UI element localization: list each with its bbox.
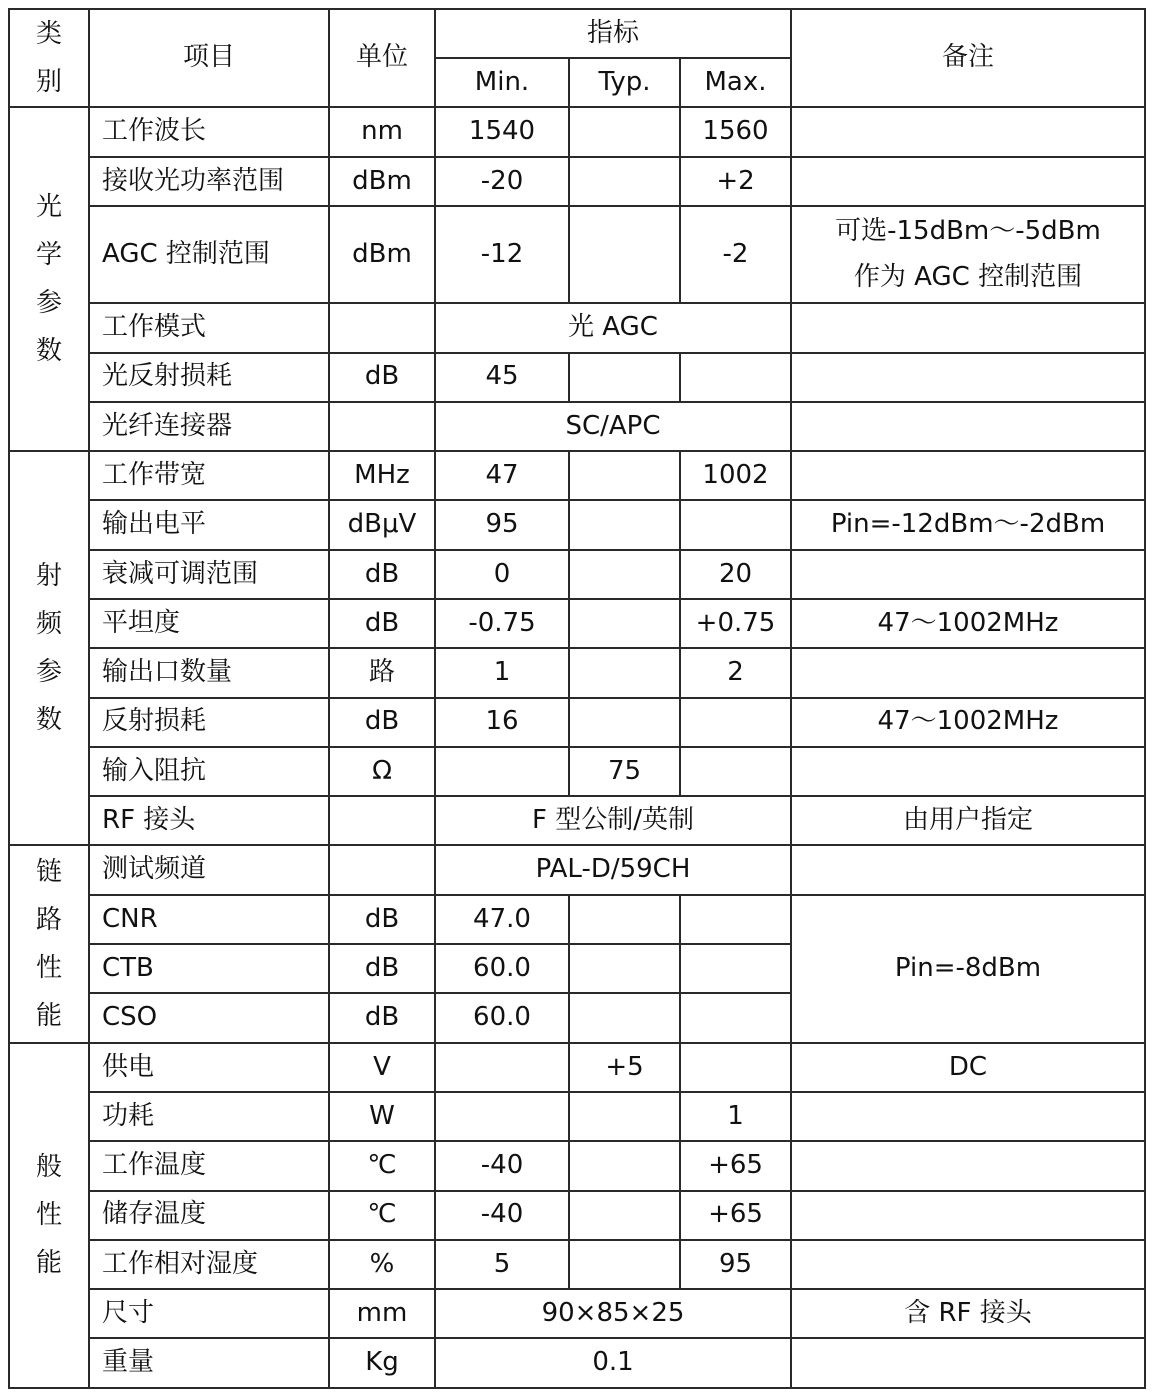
- category-char: 数: [35, 705, 62, 736]
- remark-line: 作为 AGC 控制范围: [853, 261, 1083, 292]
- unit-cell: ℃: [329, 1141, 435, 1190]
- typ-cell: [569, 500, 680, 549]
- typ-cell: [569, 1191, 680, 1240]
- max-cell: 1: [680, 1092, 791, 1141]
- table-row: [9, 303, 1145, 352]
- header-remark: 备注: [791, 9, 1145, 107]
- remark-cell: [791, 550, 1145, 599]
- item-cell: CSO: [89, 993, 329, 1042]
- unit-cell: dB: [329, 599, 435, 648]
- unit-cell: dBμV: [329, 500, 435, 549]
- table-row: [9, 500, 1145, 549]
- typ-cell: [569, 993, 680, 1042]
- table-row: [9, 402, 1145, 451]
- min-cell: 95: [435, 500, 569, 549]
- category-char: 路: [35, 904, 62, 935]
- max-cell: 1560: [680, 107, 791, 156]
- max-cell: +65: [680, 1191, 791, 1240]
- table-row: [9, 698, 1145, 747]
- category-char: 频: [35, 609, 62, 640]
- unit-cell: [329, 845, 435, 894]
- item-cell: 光反射损耗: [89, 353, 329, 402]
- min-cell: -40: [435, 1141, 569, 1190]
- min-cell: -12: [435, 206, 569, 303]
- item-cell: 工作波长: [89, 107, 329, 156]
- typ-cell: [569, 107, 680, 156]
- typ-cell: [569, 1240, 680, 1289]
- item-cell: 工作温度: [89, 1141, 329, 1190]
- unit-cell: 路: [329, 648, 435, 697]
- max-cell: +0.75: [680, 599, 791, 648]
- item-cell: 反射损耗: [89, 698, 329, 747]
- typ-cell: [569, 599, 680, 648]
- table-row: [9, 1141, 1145, 1190]
- unit-cell: Kg: [329, 1338, 435, 1388]
- typ-cell: [569, 1141, 680, 1190]
- max-cell: 2: [680, 648, 791, 697]
- typ-cell: [569, 353, 680, 402]
- remark-cell: [791, 303, 1145, 352]
- typ-cell: 75: [569, 747, 680, 796]
- table-row: [9, 747, 1145, 796]
- remark-cell: 由用户指定: [791, 796, 1145, 845]
- table-row: [9, 1191, 1145, 1240]
- remark-line: 可选-15dBm～-5dBm: [835, 216, 1101, 247]
- max-cell: [680, 1043, 791, 1092]
- min-cell: 1540: [435, 107, 569, 156]
- typ-cell: [569, 157, 680, 206]
- category-cell: [9, 107, 89, 451]
- item-cell: 储存温度: [89, 1191, 329, 1240]
- unit-cell: MHz: [329, 451, 435, 500]
- remark-cell: [791, 747, 1145, 796]
- header-typ: Typ.: [569, 58, 680, 107]
- item-cell: 输出口数量: [89, 648, 329, 697]
- remark-cell: DC: [791, 1043, 1145, 1092]
- unit-cell: [329, 402, 435, 451]
- item-cell: 工作带宽: [89, 451, 329, 500]
- table-row: [9, 1043, 1145, 1092]
- table-row: [9, 648, 1145, 697]
- category-char: 性: [35, 953, 62, 984]
- spec-value-cell: F 型公制/英制: [435, 796, 791, 845]
- item-cell: 衰减可调范围: [89, 550, 329, 599]
- remark-cell: [791, 648, 1145, 697]
- max-cell: [680, 993, 791, 1042]
- remark-cell: [791, 107, 1145, 156]
- max-cell: +65: [680, 1141, 791, 1190]
- table-row: [9, 353, 1145, 402]
- table-row: [9, 1338, 1145, 1388]
- table-row: [9, 1240, 1145, 1289]
- item-cell: 功耗: [89, 1092, 329, 1141]
- header-min: Min.: [435, 58, 569, 107]
- max-cell: 95: [680, 1240, 791, 1289]
- item-cell: 供电: [89, 1043, 329, 1092]
- max-cell: [680, 500, 791, 549]
- max-cell: [680, 895, 791, 944]
- typ-cell: [569, 1092, 680, 1141]
- unit-cell: mm: [329, 1289, 435, 1338]
- unit-cell: dB: [329, 353, 435, 402]
- item-cell: 工作模式: [89, 303, 329, 352]
- unit-cell: Ω: [329, 747, 435, 796]
- min-cell: 16: [435, 698, 569, 747]
- category-char: 射: [35, 561, 62, 592]
- min-cell: [435, 747, 569, 796]
- max-cell: 20: [680, 550, 791, 599]
- min-cell: 5: [435, 1240, 569, 1289]
- header-max: Max.: [680, 58, 791, 107]
- item-cell: 输入阻抗: [89, 747, 329, 796]
- unit-cell: dB: [329, 944, 435, 993]
- category-char: 般: [35, 1152, 62, 1183]
- remark-cell: [791, 451, 1145, 500]
- min-cell: [435, 1092, 569, 1141]
- remark-cell: [791, 402, 1145, 451]
- table-row: [9, 157, 1145, 206]
- unit-cell: dBm: [329, 206, 435, 303]
- item-cell: 测试频道: [89, 845, 329, 894]
- min-cell: -20: [435, 157, 569, 206]
- max-cell: [680, 944, 791, 993]
- remark-cell: 47～1002MHz: [791, 599, 1145, 648]
- table-row: [9, 845, 1145, 894]
- typ-cell: +5: [569, 1043, 680, 1092]
- header-category: 类 别: [9, 9, 89, 107]
- unit-cell: [329, 796, 435, 845]
- remark-cell: [791, 1141, 1145, 1190]
- unit-cell: W: [329, 1092, 435, 1141]
- spec-table: [8, 8, 1146, 1389]
- typ-cell: [569, 895, 680, 944]
- table-row: [9, 796, 1145, 845]
- min-cell: 0: [435, 550, 569, 599]
- remark-cell: [791, 157, 1145, 206]
- remark-cell: [791, 1191, 1145, 1240]
- min-cell: 60.0: [435, 993, 569, 1042]
- category-char: 性: [35, 1200, 62, 1231]
- typ-cell: [569, 648, 680, 697]
- spec-value-cell: PAL-D/59CH: [435, 845, 791, 894]
- table-row: [9, 895, 1145, 944]
- typ-cell: [569, 944, 680, 993]
- spec-value-cell: SC/APC: [435, 402, 791, 451]
- remark-cell: 47～1002MHz: [791, 698, 1145, 747]
- category-cell: [9, 451, 89, 845]
- max-cell: 1002: [680, 451, 791, 500]
- min-cell: 47: [435, 451, 569, 500]
- remark-cell: [791, 206, 1145, 303]
- min-cell: -40: [435, 1191, 569, 1240]
- unit-cell: [329, 303, 435, 352]
- typ-cell: [569, 206, 680, 303]
- item-cell: CTB: [89, 944, 329, 993]
- min-cell: -0.75: [435, 599, 569, 648]
- max-cell: [680, 353, 791, 402]
- header-row: [9, 9, 1145, 58]
- remark-cell: [791, 845, 1145, 894]
- table-row: [9, 206, 1145, 303]
- remark-cell: Pin=-8dBm: [791, 895, 1145, 1043]
- typ-cell: [569, 550, 680, 599]
- item-cell: CNR: [89, 895, 329, 944]
- category-char: 能: [35, 1248, 62, 1279]
- spec-value-cell: 光 AGC: [435, 303, 791, 352]
- remark-cell: [791, 353, 1145, 402]
- item-cell: 平坦度: [89, 599, 329, 648]
- item-cell: 输出电平: [89, 500, 329, 549]
- unit-cell: nm: [329, 107, 435, 156]
- unit-cell: dB: [329, 895, 435, 944]
- remark-cell: [791, 1240, 1145, 1289]
- category-char: 学: [35, 240, 62, 271]
- typ-cell: [569, 698, 680, 747]
- item-cell: 尺寸: [89, 1289, 329, 1338]
- min-cell: 47.0: [435, 895, 569, 944]
- item-cell: 接收光功率范围: [89, 157, 329, 206]
- min-cell: 60.0: [435, 944, 569, 993]
- item-cell: 重量: [89, 1338, 329, 1388]
- unit-cell: dB: [329, 993, 435, 1042]
- typ-cell: [569, 451, 680, 500]
- remark-cell: 含 RF 接头: [791, 1289, 1145, 1338]
- remark-cell: Pin=-12dBm～-2dBm: [791, 500, 1145, 549]
- max-cell: +2: [680, 157, 791, 206]
- table-row: [9, 1092, 1145, 1141]
- min-cell: 1: [435, 648, 569, 697]
- category-char: 参: [35, 288, 62, 319]
- header-item: 项目: [89, 9, 329, 107]
- table-row: [9, 107, 1145, 156]
- table-row: [9, 599, 1145, 648]
- remark-cell: [791, 1338, 1145, 1388]
- category-char: 数: [35, 336, 62, 367]
- category-char: 链: [35, 856, 62, 887]
- min-cell: 45: [435, 353, 569, 402]
- max-cell: -2: [680, 206, 791, 303]
- item-cell: RF 接头: [89, 796, 329, 845]
- unit-cell: %: [329, 1240, 435, 1289]
- category-cell: [9, 1043, 89, 1388]
- unit-cell: dBm: [329, 157, 435, 206]
- spec-value-cell: 90×85×25: [435, 1289, 791, 1338]
- category-char: 能: [35, 1001, 62, 1032]
- table-row: [9, 1289, 1145, 1338]
- category-cell: [9, 845, 89, 1042]
- header-unit: 单位: [329, 9, 435, 107]
- spec-value-cell: 0.1: [435, 1338, 791, 1388]
- unit-cell: ℃: [329, 1191, 435, 1240]
- header-spec: 指标: [435, 9, 791, 58]
- remark-cell: [791, 1092, 1145, 1141]
- item-cell: 工作相对湿度: [89, 1240, 329, 1289]
- unit-cell: V: [329, 1043, 435, 1092]
- item-cell: 光纤连接器: [89, 402, 329, 451]
- max-cell: [680, 747, 791, 796]
- max-cell: [680, 698, 791, 747]
- category-char: 光: [35, 192, 62, 223]
- unit-cell: dB: [329, 550, 435, 599]
- table-row: [9, 451, 1145, 500]
- category-char: 参: [35, 657, 62, 688]
- min-cell: [435, 1043, 569, 1092]
- unit-cell: dB: [329, 698, 435, 747]
- item-cell: AGC 控制范围: [89, 206, 329, 303]
- table-row: [9, 550, 1145, 599]
